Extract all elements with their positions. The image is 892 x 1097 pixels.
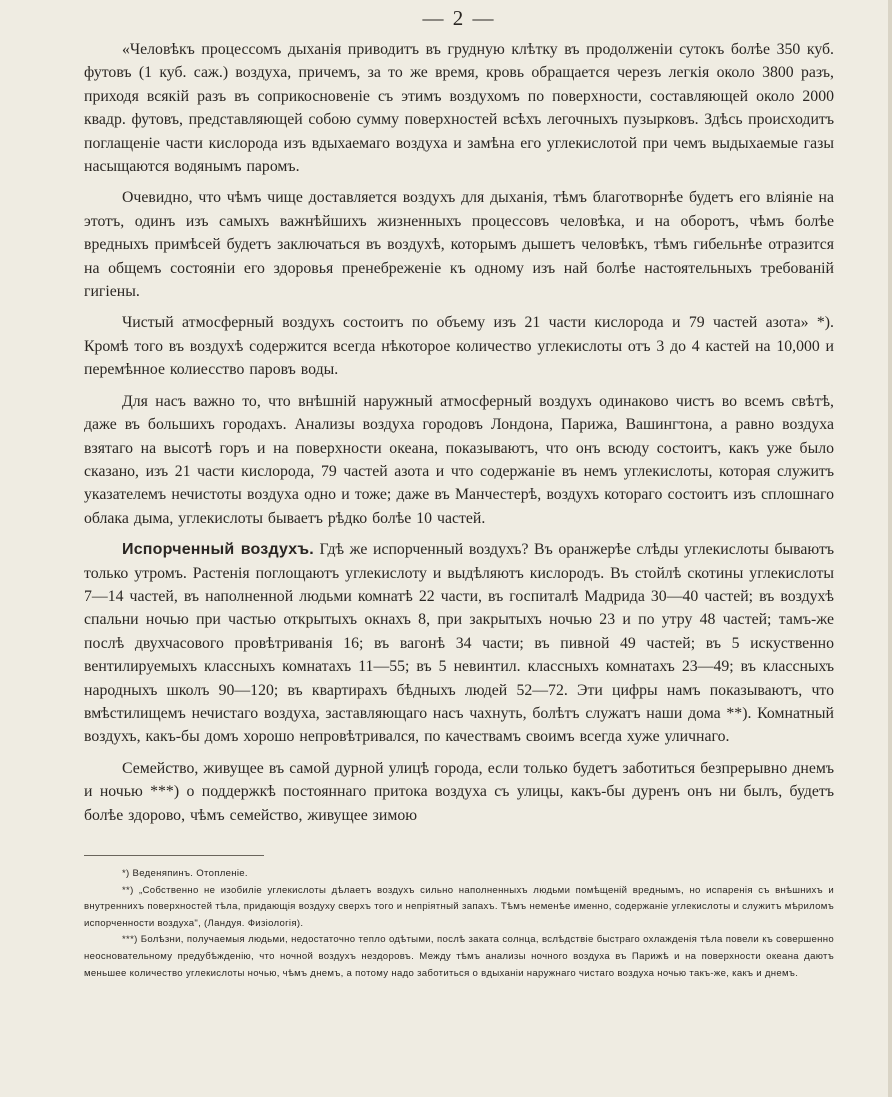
paragraph-clean-air-benefit: Очевидно, что чѣмъ чище доставляется воздухъ для дыханія, тѣмъ благотворнѣе будетъ его вліяніе на этотъ, одинъ изъ самыхъ важнѣйшихъ жизненныхъ процессовъ человѣка, и на оборотъ, чѣмъ болѣе вредныхъ примѣсей будетъ заключаться въ воздухѣ, которымъ дышетъ человѣкъ, тѣмъ гибельнѣе отразится на общемъ состояніи его здоровья пренебреженіе къ одному изъ най болѣе настоятельныхъ требованій гигіены. bbox=[84, 189, 834, 301]
page-edge-shadow bbox=[888, 0, 892, 1097]
footnote-divider bbox=[84, 855, 264, 856]
footnote-2: **) „Собственно не изобиліе углекислоты дѣлаетъ воздухъ сильно наполненныхъ людьми помѣщеній вреднымъ, но испаренія съ внѣшнихъ и внутреннихъ поверхностей тѣла, придающія воздуху сверхъ того и непріятный запахъ. Тѣмъ неменѣе именно, содержаніе углекислоты и служитъ мѣриломъ испорченности воздуха", (Ландуя. Физіологія). bbox=[84, 884, 834, 929]
section-heading-spoiled-air: Испорченный воздухъ. bbox=[122, 541, 314, 559]
paragraph-spoiled-air-body: Гдѣ же испорченный воздухъ? Въ оранжерѣе слѣды углекислоты бываютъ только утромъ. Растенія поглощаютъ углекислоту и выдѣляютъ кислородъ. Въ стойлѣ скотины углекислоты 7—14 частей, въ наполненной людьми комнатѣ 22 части, въ госпиталѣ Мадрида 30—40 частей; въ воздухѣ спальни ночью при частью открытыхъ окнахъ 8, при закрытыхъ ночью 23 и по утру 48 частей; тамъ-же послѣ двухчасового провѣтриванія 16; въ вагонѣ 34 части; въ пивной 49 частей; въ 5 искуственно вентилируемыхъ классныхъ комнатахъ 11—55; въ 5 невинтил. классныхъ комнатахъ 23—49; въ классныхъ народныхъ школъ 90—120; въ квартирахъ бѣдныхъ людей 52—72. Эти цифры намъ показываютъ, что вмѣстилищемъ нечистаго воздуха, заставляющаго насъ чахнуть, болѣтъ служатъ наши дома **). Комнатный воздухъ, какъ-бы домъ хорошо непровѣтривался, по качествамъ своимъ всегда хуже уличнаго. bbox=[84, 541, 835, 746]
paragraph-family-ventilation: Семейство, живущее въ самой дурной улицѣ города, если только будетъ заботиться безпрерывно днемъ и ночью ***) о поддержкѣ постояннаго притока воздуха съ улицы, какъ-бы дуренъ онъ ни былъ, будетъ болѣе здорово, чѣмъ семейство, живущее зимою bbox=[84, 759, 834, 824]
page-number: — 2 — bbox=[422, 6, 496, 30]
paragraph-air-composition: Чистый атмосферный воздухъ состоитъ по объему изъ 21 части кислорода и 79 частей азота» *). Кромѣ того въ воздухѣ содержится всегда нѣкоторое количество углекислоты отъ 3 до 4 кастей на 10,000 и перемѣнное колиесство паровъ воды. bbox=[84, 314, 834, 379]
paragraph-spoiled-air bbox=[84, 538, 834, 749]
paragraph-breathing: «Человѣкъ процессомъ дыханія приводитъ въ грудную клѣтку въ продолженіи сутокъ болѣе 350 куб. футовъ (1 куб. саж.) воздуха, причемъ, за то же время, кровь обращается черезъ легкія около 3800 разъ, приходя всякій разъ въ соприкосновеніе съ этимъ воздухомъ по поверхности, составляющей около 2000 квадр. футовъ, представляющей собою сумму поверхностей всѣхъ легочныхъ пузырковъ. Здѣсь происходитъ поглащеніе части кислорода изъ вдыхаемаго воздуха и замѣна его углекислотой при чемъ выдыхаемые газы насыщаются водянымъ паромъ. bbox=[84, 41, 834, 176]
footnote-1: *) Веденяпинъ. Отопленіе. bbox=[122, 868, 248, 879]
paragraph-outdoor-air-purity: Для насъ важно то, что внѣшній наружный атмосферный воздухъ одинаково чистъ во всемъ свѣтѣ, даже въ большихъ городахъ. Анализы воздуха городовъ Лондона, Парижа, Вашингтона, а равно воздуха взятаго на высотѣ горъ и на поверхности океана, показываютъ, что онъ всюду состоитъ, какъ уже было сказано, изъ 21 части кислорода, 79 частей азота и что содержаніе въ немъ углекислоты, которая служитъ указателемъ нечистоты воздуха одно и тоже; даже въ Манчестерѣ, воздухъ котораго состоитъ изъ сплошнаго облака дыма, углекислоты бываетъ рѣдко болѣе 10 частей. bbox=[84, 392, 834, 527]
footnote-3: ***) Болѣзни, получаемыя людьми, недостаточно тепло одѣтыми, послѣ заката солнца, вслѣдствіе быстраго охлажденія тѣла повели къ совершенно неосновательному предубѣжденію, что ночной воздухъ нездоровъ. Между тѣмъ анализы ночного воздуха въ Парижѣ и на поверхности океана даютъ меньшее количество углекислоты ночью, чѣмъ днемъ, а потому надо заботиться о вдыханіи наружнаго чистаго воздуха ночью такъ-же, какъ и днемъ. bbox=[84, 934, 834, 979]
